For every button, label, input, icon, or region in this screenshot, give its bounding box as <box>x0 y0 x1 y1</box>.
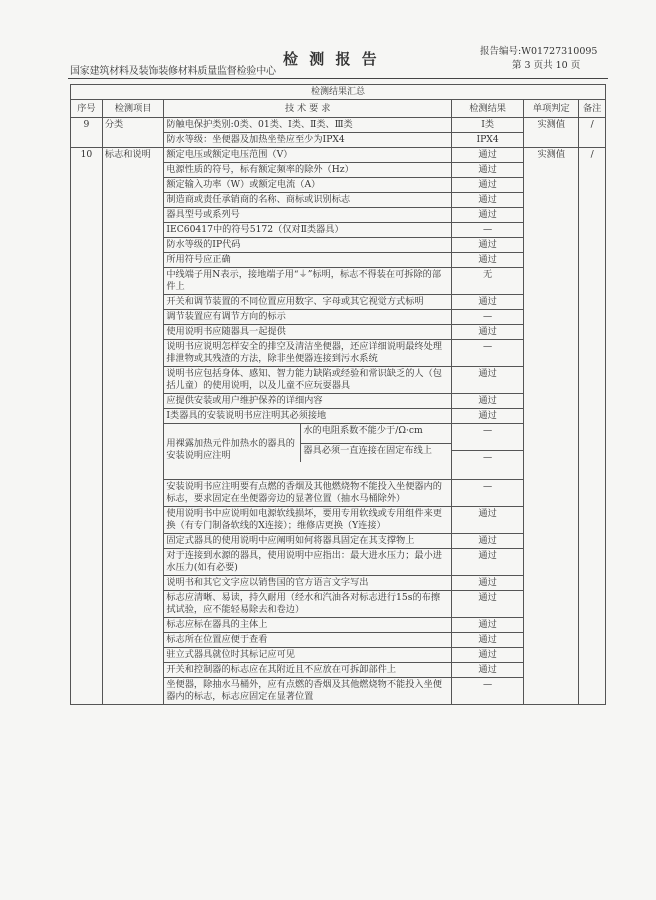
table-row <box>71 148 606 163</box>
requirement-cell: 说明书应包括身体、感知、智力能力缺陷或经验和常识缺乏的人（包括儿童）的使用说明，以及儿童不应玩耍器具 <box>164 367 452 394</box>
requirement-cell: 所用符号应正确 <box>164 253 452 268</box>
sub-requirement: 器具必须一直连接在固定布线上 <box>303 444 432 456</box>
requirement-cell: 说明书和其它文字应以销售国的官方语言文字写出 <box>164 576 452 591</box>
requirement-cell: 防水等级的IP代码 <box>164 238 452 253</box>
row-number: 9 <box>71 118 103 148</box>
report-number: 报告编号:W01727310095 <box>480 46 598 57</box>
result-cell: 通过 <box>452 295 524 310</box>
result-cell: 通过 <box>452 648 524 663</box>
header-rule <box>68 78 608 79</box>
requirement-group-label: 用裸露加热元件加热水的器具的安装说明应注明 <box>164 424 301 462</box>
result-cell: 通过 <box>452 409 524 424</box>
requirement-cell: 使用说明书应随器具一起提供 <box>164 325 452 340</box>
requirement-cell: 防水等级：坐便器及加热坐垫应至少为IPX4 <box>164 133 452 148</box>
requirement-cell: 对于连接到水源的器具，使用说明中应指出：最大进水压力；最小进水压力(如有必要) <box>164 549 452 576</box>
result-cell: — <box>452 340 524 367</box>
split-requirement <box>164 424 451 462</box>
requirement-cell: 应提供安装或用户维护保养的详细内容 <box>164 394 452 409</box>
requirement-cell: 额定电压或额定电压范围（V） <box>164 148 452 163</box>
col-header: 技 术 要 求 <box>164 100 452 118</box>
col-header: 检测结果 <box>452 100 524 118</box>
requirement-cell: 制造商或责任承销商的名称、商标或识别标志 <box>164 193 452 208</box>
result-cell: 通过 <box>452 178 524 193</box>
result-cell: 通过 <box>452 663 524 678</box>
requirement-cell: 开关和控制器的标志应在其附近且不应放在可拆卸部件上 <box>164 663 452 678</box>
requirement-cell: 标志所在位置应便于查看 <box>164 633 452 648</box>
table-row <box>71 118 606 133</box>
col-header: 单项判定 <box>524 100 579 118</box>
result-cell: 通过 <box>452 163 524 178</box>
table-caption: 检测结果汇总 <box>71 85 606 100</box>
col-header: 检测项目 <box>102 100 164 118</box>
verdict-cell: 实测值 <box>524 148 579 705</box>
result-cell: 通过 <box>452 238 524 253</box>
institution-name: 国家建筑材料及装饰装修材料质量监督检验中心 <box>70 66 276 77</box>
requirement-cell: 防触电保护类别:0类、01类、Ⅰ类、Ⅱ类、Ⅲ类 <box>164 118 452 133</box>
result-cell: 通过 <box>452 507 524 534</box>
requirement-cell: 中线端子用N表示，接地端子用“⏚”标明，标志不得装在可拆除的部件上 <box>164 268 452 295</box>
requirement-cell: 器具型号或系列号 <box>164 208 452 223</box>
requirement-cell: 调节装置应有调节方向的标示 <box>164 310 452 325</box>
requirement-cell: 开关和调节装置的不同位置应用数字、字母或其它视觉方式标明 <box>164 295 452 310</box>
result-cell: 通过 <box>452 148 524 163</box>
results-table <box>70 84 606 705</box>
report-meta <box>480 45 597 73</box>
requirement-cell: 说明书应说明怎样安全的排空及清洁坐便器，还应详细说明最终处理排泄物或其残渣的方法，除非坐便器连接到污水系统 <box>164 340 452 367</box>
result-cell: 通过 <box>452 394 524 409</box>
requirement-cell: 使用说明书中应说明如电源软线损坏，要用专用软线或专用组件来更换（有专门制备软线的X连接）；维修店更换（Y连接） <box>164 507 452 534</box>
requirement-cell <box>164 424 452 480</box>
result-cell: 通过 <box>452 253 524 268</box>
remark-cell: / <box>579 118 606 148</box>
requirement-cell: 额定输入功率（W）或额定电流（A） <box>164 178 452 193</box>
result-cell: — <box>452 451 524 480</box>
result-cell: 通过 <box>452 325 524 340</box>
requirement-cell: 电源性质的符号，标有额定频率的除外（Hz） <box>164 163 452 178</box>
result-cell: 通过 <box>452 193 524 208</box>
result-cell: 通过 <box>452 367 524 394</box>
result-cell: Ⅰ类 <box>452 118 524 133</box>
result-cell: 通过 <box>452 633 524 648</box>
requirement-cell: 标志应清晰、易读，持久耐用（经水和汽油各对标志进行15s的布擦拭试验，应不能轻易除去和卷边） <box>164 591 452 618</box>
result-cell: — <box>452 424 524 451</box>
col-header: 备注 <box>579 100 606 118</box>
verdict-cell: 实测值 <box>524 118 579 148</box>
result-cell: — <box>452 480 524 507</box>
table-header-row <box>71 100 606 118</box>
page-info: 第 3 页共 10 页 <box>512 60 581 71</box>
requirement-cell: 安装说明书应注明要有点燃的香烟及其他燃烧物不能投入坐便器内的标志，要求固定在坐便器旁边的显著位置（抽水马桶除外） <box>164 480 452 507</box>
requirement-cell: 标志应标在器具的主体上 <box>164 618 452 633</box>
test-item: 标志和说明 <box>102 148 164 705</box>
result-cell: — <box>452 310 524 325</box>
result-cell: 无 <box>452 268 524 295</box>
requirement-cell: IEC60417中的符号5172（仅对Ⅱ类器具） <box>164 223 452 238</box>
result-cell: IPX4 <box>452 133 524 148</box>
row-number: 10 <box>71 148 103 705</box>
result-cell: — <box>452 678 524 705</box>
result-cell: 通过 <box>452 208 524 223</box>
sub-requirement: 水的电阻系数不能少于/Ω·cm <box>301 424 451 443</box>
result-cell: 通过 <box>452 618 524 633</box>
col-header: 序号 <box>71 100 103 118</box>
result-cell: 通过 <box>452 591 524 618</box>
requirement-cell: Ⅰ类器具的安装说明书应注明其必须接地 <box>164 409 452 424</box>
report-title: 检 测 报 告 <box>283 50 380 68</box>
test-item: 分类 <box>102 118 164 148</box>
requirement-cell: 坐便器，除抽水马桶外，应有点燃的香烟及其他燃烧物不能投入坐便器内的标志，标志应固定在显著位置 <box>164 678 452 705</box>
requirement-cell: 驻立式器具就位时其标记应可见 <box>164 648 452 663</box>
requirement-cell: 固定式器具的使用说明中应阐明如何将器具固定在其支撑物上 <box>164 534 452 549</box>
result-cell: 通过 <box>452 576 524 591</box>
result-cell: 通过 <box>452 549 524 576</box>
result-cell: 通过 <box>452 534 524 549</box>
remark-cell: / <box>579 148 606 705</box>
result-cell: — <box>452 223 524 238</box>
